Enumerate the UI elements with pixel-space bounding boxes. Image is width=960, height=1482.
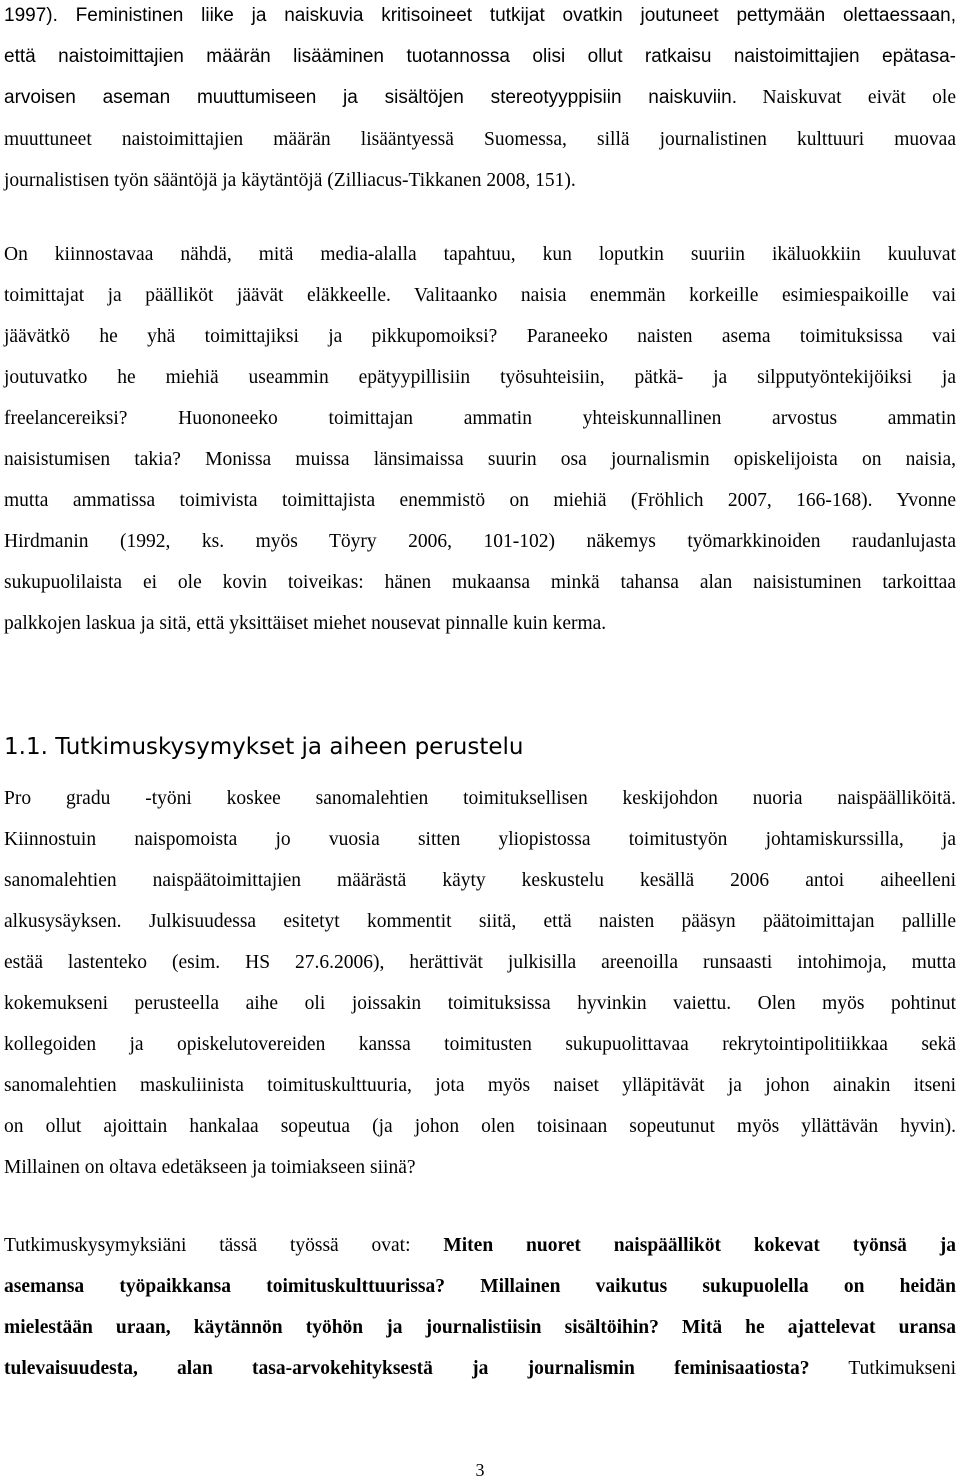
research-question-text: Miten nuoret naispäälliköt kokevat työnsä ja xyxy=(443,1235,956,1256)
text-line: mutta ammatissa toimivista toimittajista enemmistö on miehiä (Fröhlich 2007, 166-168). Yvonne xyxy=(4,490,956,511)
text-segment: naisistumisen takia? xyxy=(4,449,181,470)
text-line xyxy=(4,1348,956,1389)
text-line: 1997). Feministinen liike ja naiskuvia kritisoineet tutkijat ovatkin joutuneet pettymään olettaessaan, xyxy=(4,5,956,26)
text-segment: Monissa muissa länsimaissa suurin osa journalismin opiskelijoista on naisia, xyxy=(205,449,957,470)
text-line xyxy=(4,1225,956,1266)
text-segment: toimittajat ja päälliköt jäävät eläkkeelle. xyxy=(4,285,391,306)
paragraph-research-questions xyxy=(4,1225,956,1389)
text-segment: freelancereiksi? xyxy=(4,408,128,429)
text-line: On kiinnostavaa nähdä, mitä media-alalla tapahtuu, kun loputkin suuriin ikäluokkiin kuuluvat xyxy=(4,244,956,265)
text-segment: Paraneeko naisten asema toimituksissa vai xyxy=(526,326,957,347)
text-line xyxy=(4,77,956,119)
paragraph-intro xyxy=(4,0,956,201)
text-line: Pro gradu -työni koskee sanomalehtien toimituksellisen keskijohdon nuoria naispäälliköitä. xyxy=(4,788,956,809)
text-segment: Huononeeko toimittajan ammatin yhteiskunnallinen arvostus ammatin xyxy=(178,408,957,429)
text-line: että naistoimittajien määrän lisääminen tuotannossa olisi ollut ratkaisu naistoimittajien epätasa- xyxy=(4,46,956,67)
text-segment: jäävätkö he yhä toimittajiksi ja pikkupomoiksi? xyxy=(4,326,498,347)
text-line: kokemukseni perusteella aihe oli joissakin toimituksissa hyvinkin vaiettu. Olen myös pohtinut xyxy=(4,993,956,1014)
text-segment: Tutkimukseni xyxy=(848,1358,956,1379)
page-number: 3 xyxy=(475,1460,485,1480)
text-line: sukupuolilaista ei ole kovin toiveikas: hänen mukaansa minkä tahansa alan naisistuminen tarkoittaa xyxy=(4,572,956,593)
text-line: on ollut ajoittain hankalaa sopeutua (ja johon olen toisinaan sopeutunut myös yllättävän hyvin). xyxy=(4,1116,956,1137)
text-segment: Naiskuvat eivät ole xyxy=(762,87,957,108)
text-line: journalistisen työn sääntöjä ja käytäntöjä (Zilliacus-Tikkanen 2008, 151). xyxy=(4,170,576,191)
text-segment: Valitaanko naisia enemmän korkeille esimiespaikoille vai xyxy=(414,285,956,306)
text-line: joutuvatko he miehiä useammin epätyypillisiin työsuhteisiin, pätkä- ja silpputyöntekijöiksi ja xyxy=(4,367,956,388)
paragraph-background xyxy=(4,778,956,1188)
paragraph-questions xyxy=(4,234,956,644)
text-line: sanomalehtien naispäätoimittajien määrästä käyty keskustelu kesällä 2006 antoi aiheelleni xyxy=(4,870,956,891)
text-line: muuttuneet naistoimittajien määrän lisääntyessä Suomessa, sillä journalistinen kulttuuri muovaa xyxy=(4,129,956,150)
text-segment: arvoisen aseman muuttumiseen ja sisältöjen stereotyyppisiin naiskuviin. xyxy=(4,87,737,108)
research-question-text: mielestään uraan, käytännön työhön ja journalistiisin sisältöihin? Mitä he ajattelevat uransa xyxy=(4,1317,956,1338)
text-line: palkkojen laskua ja sitä, että yksittäiset miehet nousevat pinnalle kuin kerma. xyxy=(4,613,607,634)
research-question-text: asemansa työpaikkansa toimituskulttuurissa? Millainen vaikutus sukupuolella on heidän xyxy=(4,1276,956,1297)
text-line xyxy=(4,316,956,357)
text-segment: Tutkimuskysymyksiäni tässä työssä ovat: xyxy=(4,1235,411,1256)
text-line xyxy=(4,439,956,480)
text-line xyxy=(4,398,956,439)
section-heading: 1.1. Tutkimuskysymykset ja aiheen perustelu xyxy=(4,734,524,760)
research-question-text: tulevaisuudesta, alan tasa-arvokehityksestä ja journalismin feminisaatiosta? xyxy=(4,1358,810,1379)
text-line: estää lastenteko (esim. HS 27.6.2006), herättivät julkisilla areenoilla runsaasti intohimoja, mutta xyxy=(4,952,956,973)
text-line: alkusysäyksen. Julkisuudessa esitetyt kommentit siitä, että naisten pääsyn päätoimittajan pallille xyxy=(4,911,956,932)
text-line xyxy=(4,275,956,316)
text-line: Kiinnostuin naispomoista jo vuosia sitten yliopistossa toimitustyön johtamiskurssilla, ja xyxy=(4,829,956,850)
text-line: Millainen on oltava edetäkseen ja toimiakseen siinä? xyxy=(4,1157,416,1178)
text-line: kollegoiden ja opiskelutovereiden kanssa toimitusten sukupuolittavaa rekrytointipolitiikkaa sekä xyxy=(4,1034,956,1055)
text-line: Hirdmanin (1992, ks. myös Töyry 2006, 101-102) näkemys työmarkkinoiden raudanlujasta xyxy=(4,531,956,552)
text-line: sanomalehtien maskuliinista toimituskulttuuria, jota myös naiset ylläpitävät ja johon ainakin itseni xyxy=(4,1075,956,1096)
